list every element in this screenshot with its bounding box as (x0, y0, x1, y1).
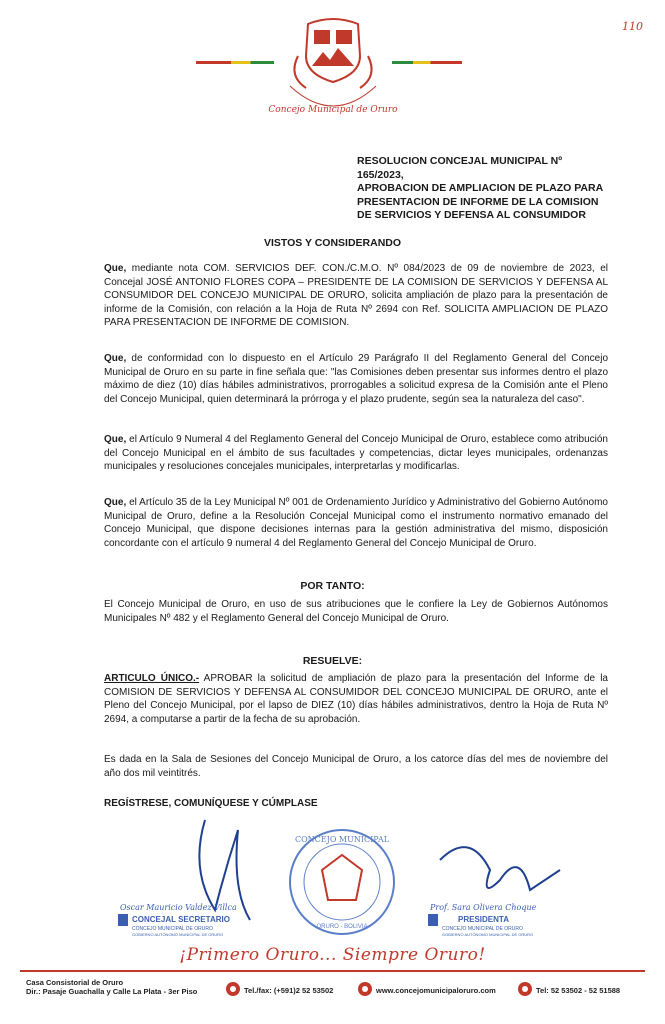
seal-text-bottom: ORURO - BOLIVIA (316, 924, 368, 930)
considerando-text: el Artículo 9 Numeral 4 del Reglamento General del Concejo Municipal de Oruro, establece como atribución del Concejo Municipal en el ámbito de sus facultades y competencias, dictar leyes municipales, ordenanzas municipales y resoluciones concejales municipales, interpretarlas y modificarlas. (104, 434, 608, 472)
resuelve-heading: RESUELVE: (302, 655, 363, 667)
considerando-lead: Que, (104, 353, 127, 364)
considerando-1 (104, 262, 608, 330)
considerando-text: mediante nota COM. SERVICIOS DEF. CON./C.M.O. Nº 084/2023 de 09 de noviembre de 2023, el Concejal JOSÉ ANTONIO FLORES COPA – PRESIDENTE DE LA COMISION DE SERVICIOS Y DEFENSA AL CONSUMIDOR DEL CONCEJO MUNICIPAL DE ORURO, solicita ampliación de plazo para la presentación de informe de la Comisión, con relación a la Hoja de Ruta Nº 2694 con Ref. SOLICITA AMPLIACION DE PLAZO PARA PRESENTACION DE INFORME DE COMISION. (104, 263, 608, 328)
considerando-4 (104, 496, 608, 550)
vistos-heading: VISTOS Y CONSIDERANDO (263, 237, 402, 249)
articulo-label: ARTICULO ÚNICO.- (104, 673, 200, 684)
left-signer-name: Oscar Mauricio Valdez Villca (120, 903, 237, 912)
considerando-3 (104, 433, 608, 474)
footer-address-line2: Dir.: Pasaje Guachalla y Calle La Plata - 3er Piso (26, 987, 198, 996)
articulo-text: APROBAR la solicitud de ampliación de plazo para la presentación del Informe de la COMISION DE SERVICIOS Y DEFENSA AL CONSUMIDOR DEL CONCEJO MUNICIPAL DE ORURO, ante el Pleno del Concejo Municipal, por el lapso de DIEZ (10) días hábiles administrativos, dentro la Hoja de Ruta Nº 2694, a computarse a partir de la fecha de su aprobación. (104, 673, 608, 725)
page-number: 110 (622, 20, 643, 33)
title-line: APROBACION DE AMPLIACION DE PLAZO PARA (357, 182, 604, 194)
footer-address (26, 978, 197, 996)
right-stamp-title: PRESIDENTA (458, 915, 509, 924)
footer-telfax: Tel./fax: (+591)2 52 53502 (244, 986, 334, 995)
por-tanto-text: El Concejo Municipal de Oruro, en uso de sus atribuciones que le confiere la Ley de Gobiernos Autónomos Municipales Nº 482 y el Reglamento General del Concejo Municipal de Oruro. (104, 599, 608, 624)
considerando-text: el Artículo 35 de la Ley Municipal Nº 001 de Ordenamiento Jurídico y Administrativo del Gobierno Autónomo Municipal de Oruro, define a la Resolución Concejal Municipal como el instrumento normativo emanado del Concejo Municipal, que dispone decisiones internas para la gestión administrativa del mismo, disposición concordante con el artículo 9 numeral 4 del Reglamento General del Concejo Municipal de Oruro. (104, 497, 608, 549)
title-line: RESOLUCION CONCEJAL MUNICIPAL Nº 165/2023, (357, 155, 563, 181)
footer-address-line1: Casa Consistorial de Oruro (26, 978, 124, 987)
footer-web[interactable]: www.concejomunicipaloruro.com (376, 986, 496, 995)
registrese-text: REGÍSTRESE, COMUNÍQUESE Y CÚMPLASE (104, 798, 318, 809)
globe-icon (358, 982, 372, 996)
right-signer-name: Prof. Sara Olivera Choque (430, 903, 537, 912)
right-stamp-icon (428, 914, 438, 926)
motto: ¡Primero Oruro... Siempre Oruro! (179, 945, 486, 965)
signatures-block (0, 810, 665, 950)
title-line: DE SERVICIOS Y DEFENSA AL CONSUMIDOR (357, 209, 586, 221)
dada-text: Es dada en la Sala de Sesiones del Concejo Municipal de Oruro, a los catorce días del mes de noviembre del año dos mil veintitrés. (104, 754, 608, 779)
por-tanto-heading: POR TANTO: (300, 580, 365, 592)
fax-icon (226, 982, 240, 996)
left-stamp-sub: CONCEJO MUNICIPAL DE ORURO (132, 926, 213, 932)
footer-tel: Tel: 52 53502 - 52 51588 (536, 986, 621, 995)
left-stamp-icon (118, 914, 128, 926)
right-signature-icon (440, 847, 560, 890)
seal-text-top: CONCEJO MUNICIPAL (294, 835, 390, 844)
right-stamp-sub2: GOBIERNO AUTÓNOMO MUNICIPAL DE ORURO (442, 932, 534, 937)
left-stamp-sub2: GOBIERNO AUTÓNOMO MUNICIPAL DE ORURO (132, 932, 224, 937)
title-line: PRESENTACION DE INFORME DE LA COMISION (357, 195, 599, 208)
flag-stripe-right (392, 61, 462, 64)
considerando-text: de conformidad con lo dispuesto en el Artículo 29 Parágrafo II del Reglamento General del Concejo Municipal de Oruro en su parte in fine señala que: "las Comisiones deben presentar sus informes dentro el plazo máximo de diez (10) días hábiles administrativos, prorrogables a solicitud expresa de la Comisión ante el Pleno del Concejo Municipal, quien determinará la prórroga y el plazo prudente, según sea la naturaleza del caso". (104, 353, 608, 405)
considerando-lead: Que, (104, 263, 127, 274)
considerando-2 (104, 352, 608, 406)
council-seal-icon (290, 830, 394, 934)
phone-icon (518, 982, 532, 996)
considerando-lead: Que, (104, 497, 127, 508)
resolution-title (357, 155, 609, 223)
articulo-unico (104, 672, 608, 726)
logo-text: Concejo Municipal de Oruro (268, 105, 398, 115)
council-logo-icon (268, 16, 398, 124)
right-stamp-sub: CONCEJO MUNICIPAL DE ORURO (442, 926, 523, 932)
considerando-lead: Que, (104, 434, 127, 445)
footer-divider (20, 970, 645, 972)
left-stamp-title: CONCEJAL SECRETARIO (132, 915, 230, 924)
flag-stripe-left (196, 61, 274, 64)
